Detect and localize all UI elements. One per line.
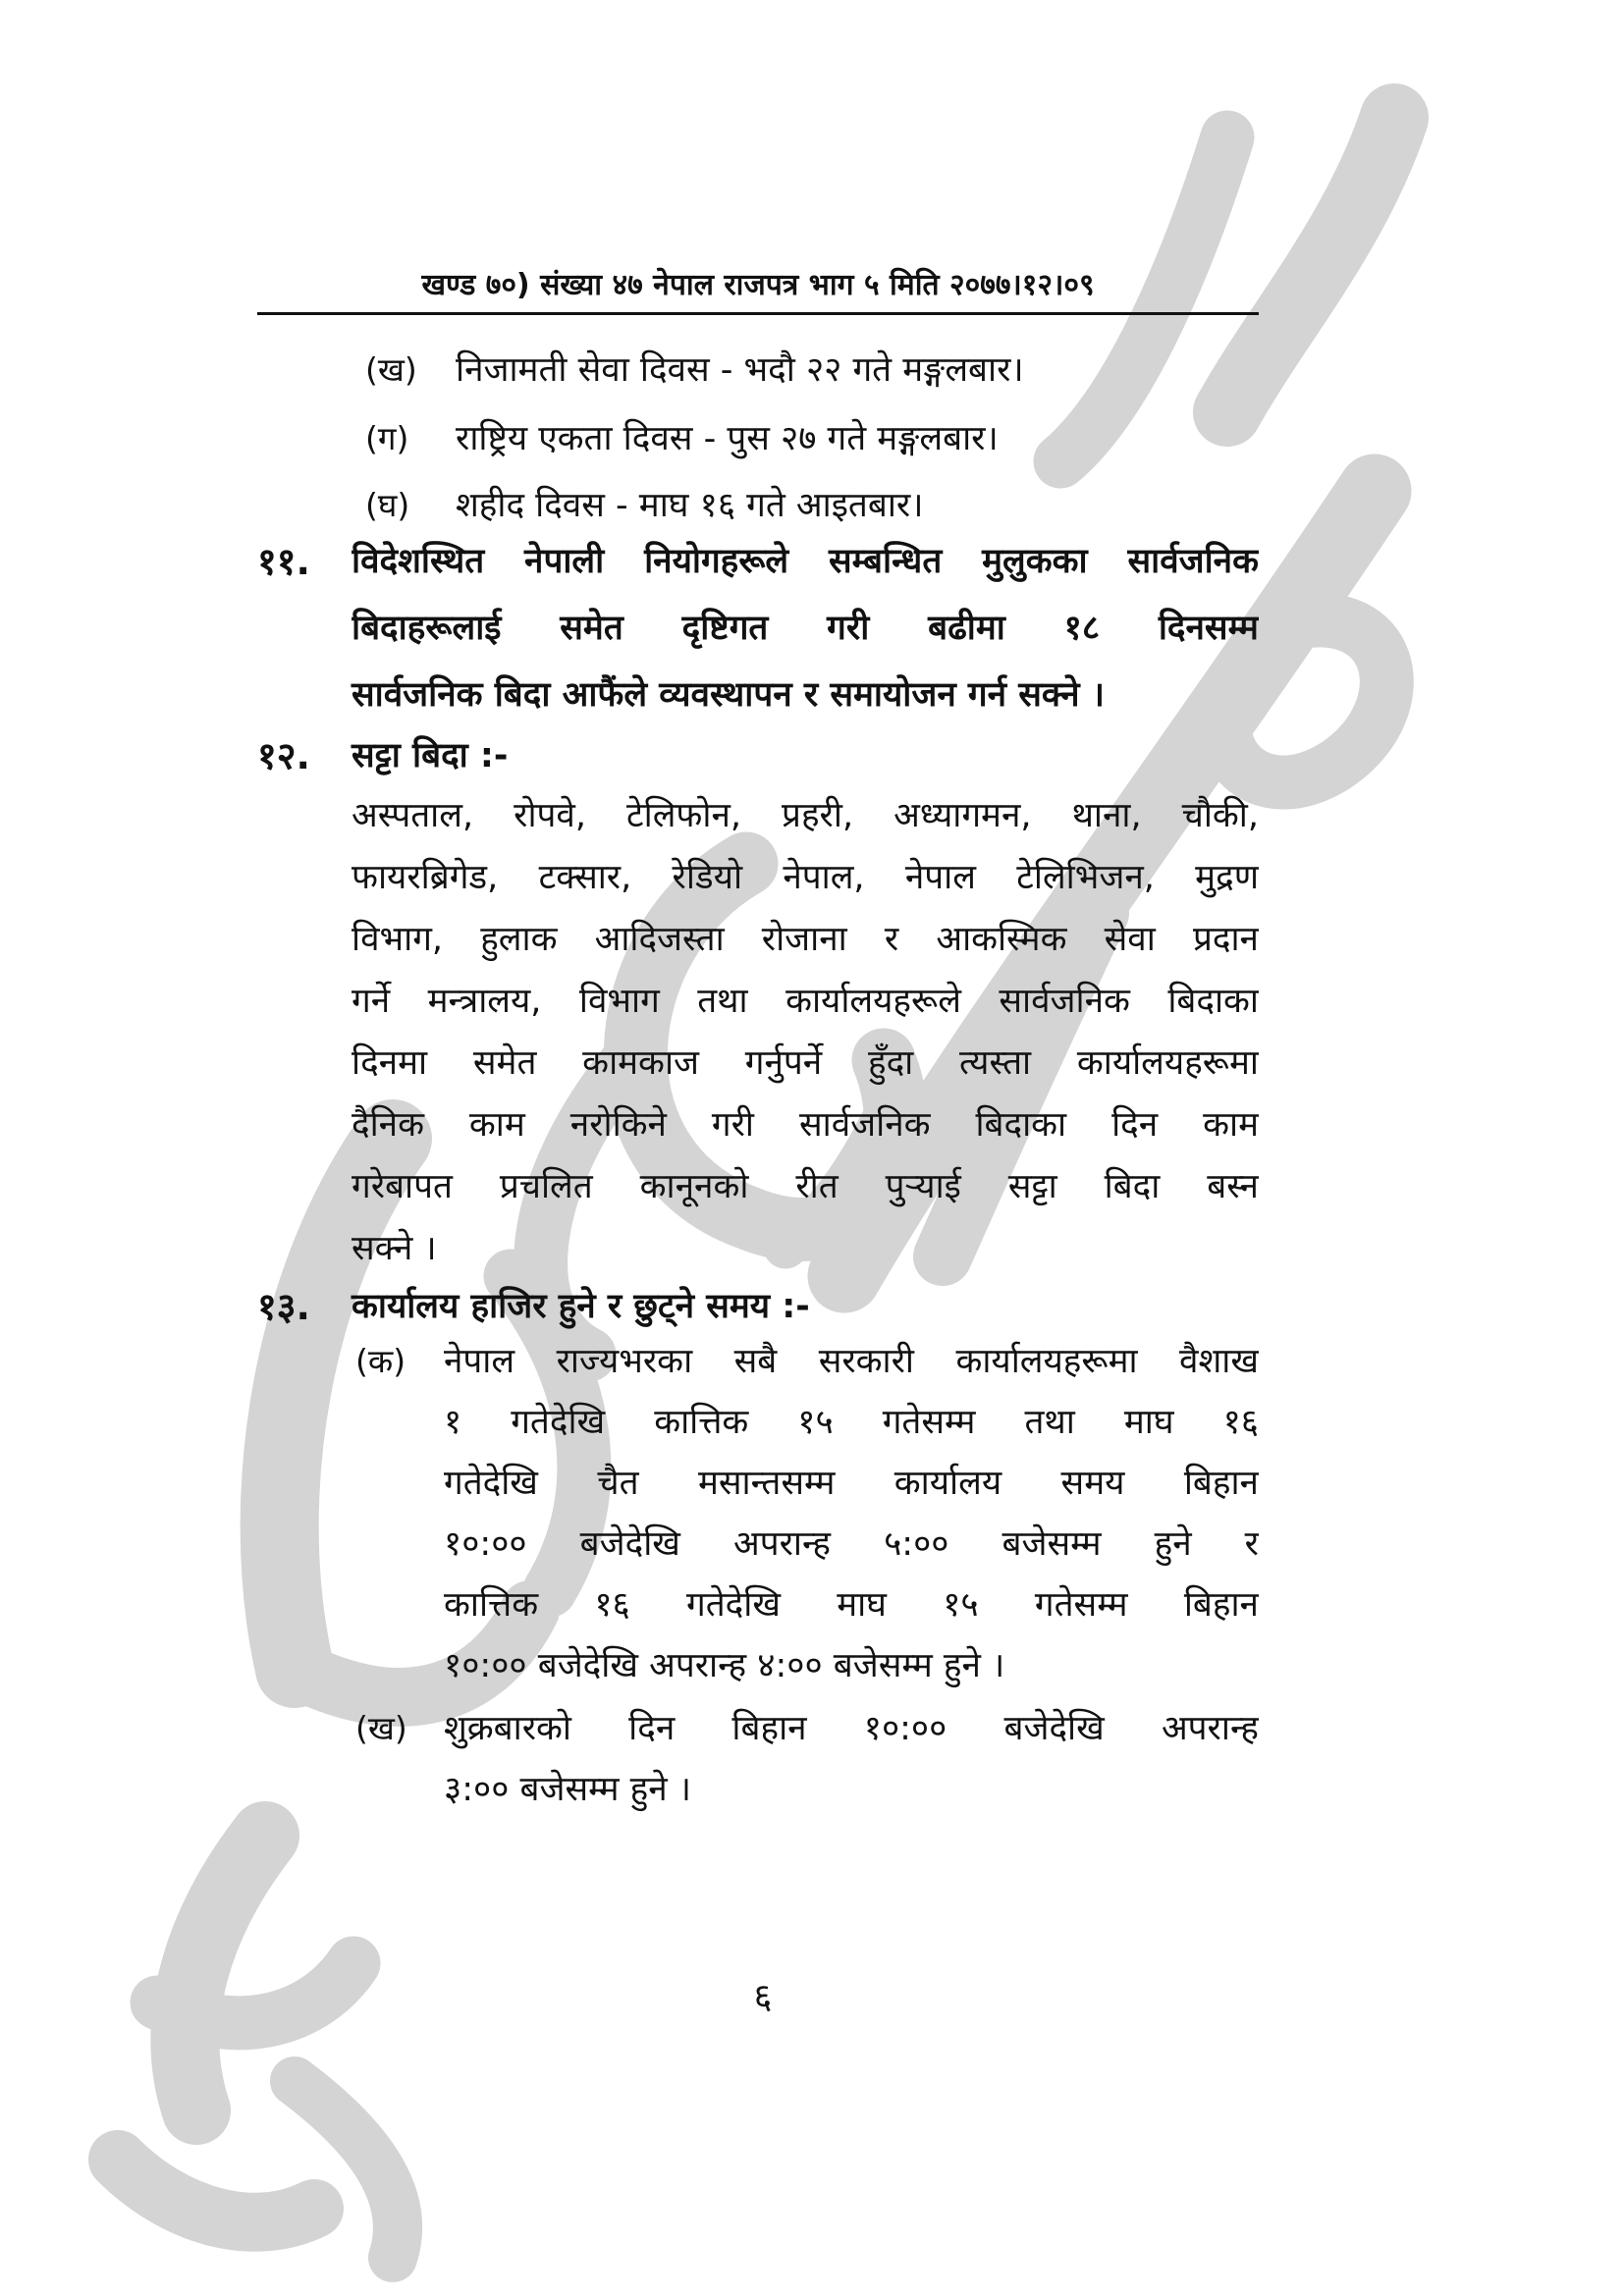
list-item-label: (क) (355, 1342, 406, 1380)
section-number: १२. (257, 734, 310, 777)
list-item-text: निजामती सेवा दिवस - भदौ २२ गते मङ्गलबार। (456, 350, 1024, 390)
item-ka-line: गतेदेखि चैत मसान्तसम्म कार्यालय समय बिहान (444, 1464, 1259, 1503)
list-item-label: (ग) (365, 419, 409, 457)
item-ka-line: नेपाल राज्यभरका सबै सरकारी कार्यालयहरूमा वैशाख (444, 1342, 1259, 1381)
section-title: सट्टा बिदा :- (352, 736, 509, 775)
section-11-line: विदेशस्थित नेपाली नियोगहरूले सम्बन्धित मुलुकका सार्वजनिक (352, 542, 1259, 581)
section-12-line: सक्ने । (352, 1229, 437, 1268)
section-12-line: फायरब्रिगेड, टक्सार, रेडियो नेपाल, नेपाल टेलिभिजन, मुद्रण (352, 858, 1259, 897)
section-12-line: विभाग, हुलाक आदिजस्ता रोजाना र आकस्मिक सेवा प्रदान (352, 920, 1259, 959)
list-item-label: (घ) (365, 486, 410, 524)
page-number: ६ (753, 1977, 773, 2017)
section-number: ११. (257, 540, 310, 583)
header-rule (257, 312, 1259, 315)
item-ka-line: १०:०० बजेदेखि अपरान्ह ५:०० बजेसम्म हुने र (444, 1524, 1259, 1564)
item-kha-line: ३:०० बजेसम्म हुने । (444, 1770, 692, 1809)
list-item-text: राष्ट्रिय एकता दिवस - पुस २७ गते मङ्गलबार। (456, 419, 999, 458)
list-item-text: शहीद दिवस - माघ १६ गते आइतबार। (456, 486, 924, 525)
section-12-line: गरेबापत प्रचलित कानूनको रीत पुऱ्याई सट्टा बिदा बस्न (352, 1167, 1259, 1206)
section-12-line: दैनिक काम नरोकिने गरी सार्वजनिक बिदाका दिन काम (352, 1105, 1259, 1145)
section-12-line: अस्पताल, रोपवे, टेलिफोन, प्रहरी, अध्यागमन, थाना, चौकी, (352, 796, 1259, 835)
item-kha-line: शुक्रबारको दिन बिहान १०:०० बजेदेखि अपरान्ह (444, 1709, 1259, 1748)
item-ka-line: १०:०० बजेदेखि अपरान्ह ४:०० बजेसम्म हुने । (444, 1646, 1005, 1685)
item-ka-line: १ गतेदेखि कात्तिक १५ गतेसम्म तथा माघ १६ (444, 1403, 1259, 1442)
list-item-label: (ख) (355, 1709, 407, 1747)
section-11-line: सार्वजनिक बिदा आफैंले व्यवस्थापन र समायोजन गर्न सक्ने । (352, 675, 1105, 715)
section-11-line: बिदाहरूलाई समेत दृष्टिगत गरी बढीमा १८ दिनसम्म (352, 609, 1259, 648)
item-ka-line: कात्तिक १६ गतेदेखि माघ १५ गतेसम्म बिहान (444, 1585, 1259, 1625)
page-header: खण्ड ७०) संख्या ४७ नेपाल राजपत्र भाग ५ मिति २०७७।१२।०९ (421, 268, 1095, 302)
section-title: कार्यालय हाजिर हुने र छुट्ने समय :- (352, 1287, 810, 1326)
section-number: १३. (257, 1285, 310, 1328)
section-12-line: दिनमा समेत कामकाज गर्नुपर्ने हुँदा त्यस्ता कार्यालयहरूमा (352, 1043, 1259, 1083)
list-item-label: (ख) (365, 350, 417, 389)
section-12-line: गर्ने मन्त्रालय, विभाग तथा कार्यालयहरूले सार्वजनिक बिदाका (352, 982, 1259, 1021)
